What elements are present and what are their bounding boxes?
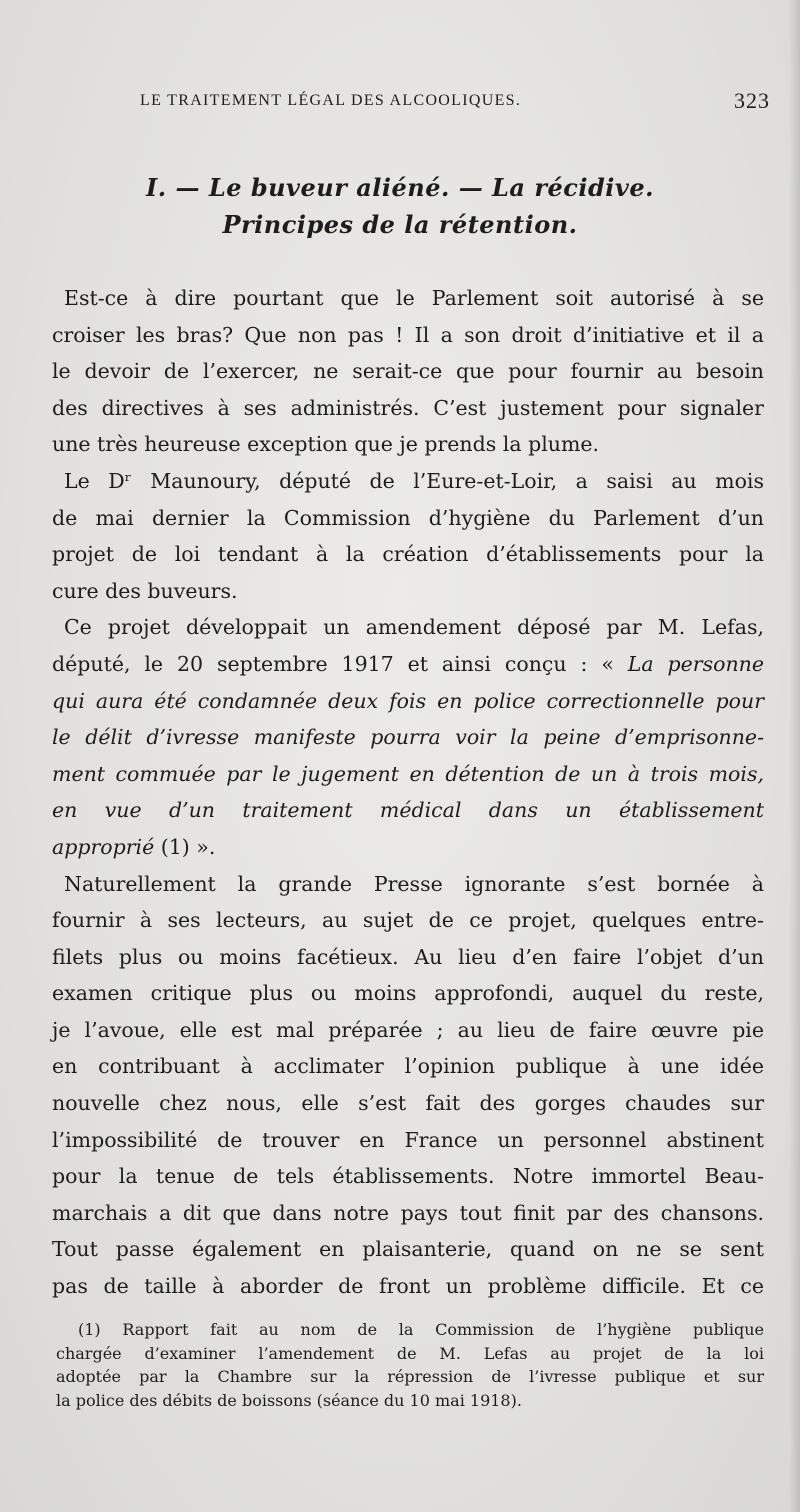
quote-last-word: approprié xyxy=(52,834,155,859)
text-line: pas de taille à aborder de front un problème difficile. Et ce xyxy=(52,1274,764,1299)
text-line: des directives à ses administrés. C’est justement pour signaler xyxy=(52,395,764,420)
text-line-quote: le délit d’ivresse manifeste pourra voir la peine d’emprisonne- xyxy=(52,725,764,750)
text-line: Tout passe également en plaisanterie, quand on ne se sent xyxy=(52,1237,764,1262)
section-title-line-1: I. — Le buveur aliéné. — La récidive. xyxy=(146,173,654,202)
text-line: Ce projet développait un amendement déposé par M. Lefas, xyxy=(64,615,764,640)
text-line: de mai dernier la Commission d’hygiène du Parlement d’un xyxy=(52,505,764,530)
footnote-line: adoptée par la Chambre sur la répression de l’ivresse publique et sur xyxy=(56,1367,764,1386)
footnotes xyxy=(56,1318,764,1412)
text-line: en contribuant à acclimater l’opinion publique à une idée xyxy=(52,1054,764,1079)
footnote-line: chargée d’examiner l’amendement de M. Lefas au projet de la loi xyxy=(56,1343,764,1363)
text-line-quote-end xyxy=(52,829,764,866)
running-title: LE TRAITEMENT LÉGAL DES ALCOOLIQUES. xyxy=(140,92,522,109)
text-line: Naturellement la grande Presse ignorante s’est bornée à xyxy=(64,871,764,896)
text-line: Est-ce à dire pourtant que le Parlement soit autorisé à se xyxy=(64,286,764,310)
text-line: l’impossibilité de trouver en France un personnel abstinent xyxy=(52,1127,764,1152)
footnote-line: la police des débits de boissons (séance du 10 mai 1918). xyxy=(56,1390,522,1410)
text-line: filets plus ou moins facétieux. Au lieu d’en faire l’objet d’un xyxy=(52,944,764,969)
text-line: nouvelle chez nous, elle s’est fait des gorges chaudes sur xyxy=(52,1091,764,1116)
text-line-quote: qui aura été condamnée deux fois en police correctionnelle pour xyxy=(52,688,764,713)
text-line: fournir à ses lecteurs, au sujet de ce projet, quelques entre- xyxy=(52,908,764,933)
text-line: projet de loi tendant à la création d’établissements pour la xyxy=(52,542,764,567)
text-line: le devoir de l’exercer, ne serait-ce que pour fournir au besoin xyxy=(52,359,764,384)
text-line-quote: en vue d’un traitement médical dans un établissement xyxy=(52,798,764,823)
text-line: marchais a dit que dans notre pays tout finit par des chansons. xyxy=(52,1200,764,1225)
quote-closing: (1) ». xyxy=(154,834,216,859)
text-line: cure des buveurs. xyxy=(52,578,238,603)
text-line: pour la tenue de tels établissements. Notre immortel Beau- xyxy=(52,1164,764,1189)
footnote-line: (1) Rapport fait au nom de la Commission de l’hygiène publique xyxy=(78,1320,764,1339)
quote-prefix: député, le 20 septembre 1917 et ainsi conçu : « xyxy=(52,651,628,676)
quote-first-words: La personne xyxy=(627,651,764,676)
section-title-line-2: Principes de la rétention. xyxy=(222,210,578,239)
running-head xyxy=(140,88,770,122)
page-number: 323 xyxy=(734,88,770,113)
scan-edge-shadow xyxy=(790,0,800,1512)
text-line-quote: ment commuée par le jugement en détention de un à trois mois, xyxy=(52,761,764,786)
text-line: croiser les bras? Que non pas ! Il a son droit d’initiative et il a xyxy=(52,322,764,347)
text-line: je l’avoue, elle est mal préparée ; au lieu de faire œuvre pie xyxy=(52,1017,764,1042)
text-line: Le Dʳ Maunoury, député de l’Eure-et-Loir, a saisi au mois xyxy=(64,468,764,493)
text-line: une très heureuse exception que je prends la plume. xyxy=(52,432,600,457)
body-text xyxy=(52,280,764,1305)
text-line-quote-start xyxy=(52,646,764,683)
text-line: examen critique plus ou moins approfondi, auquel du reste, xyxy=(52,981,764,1006)
